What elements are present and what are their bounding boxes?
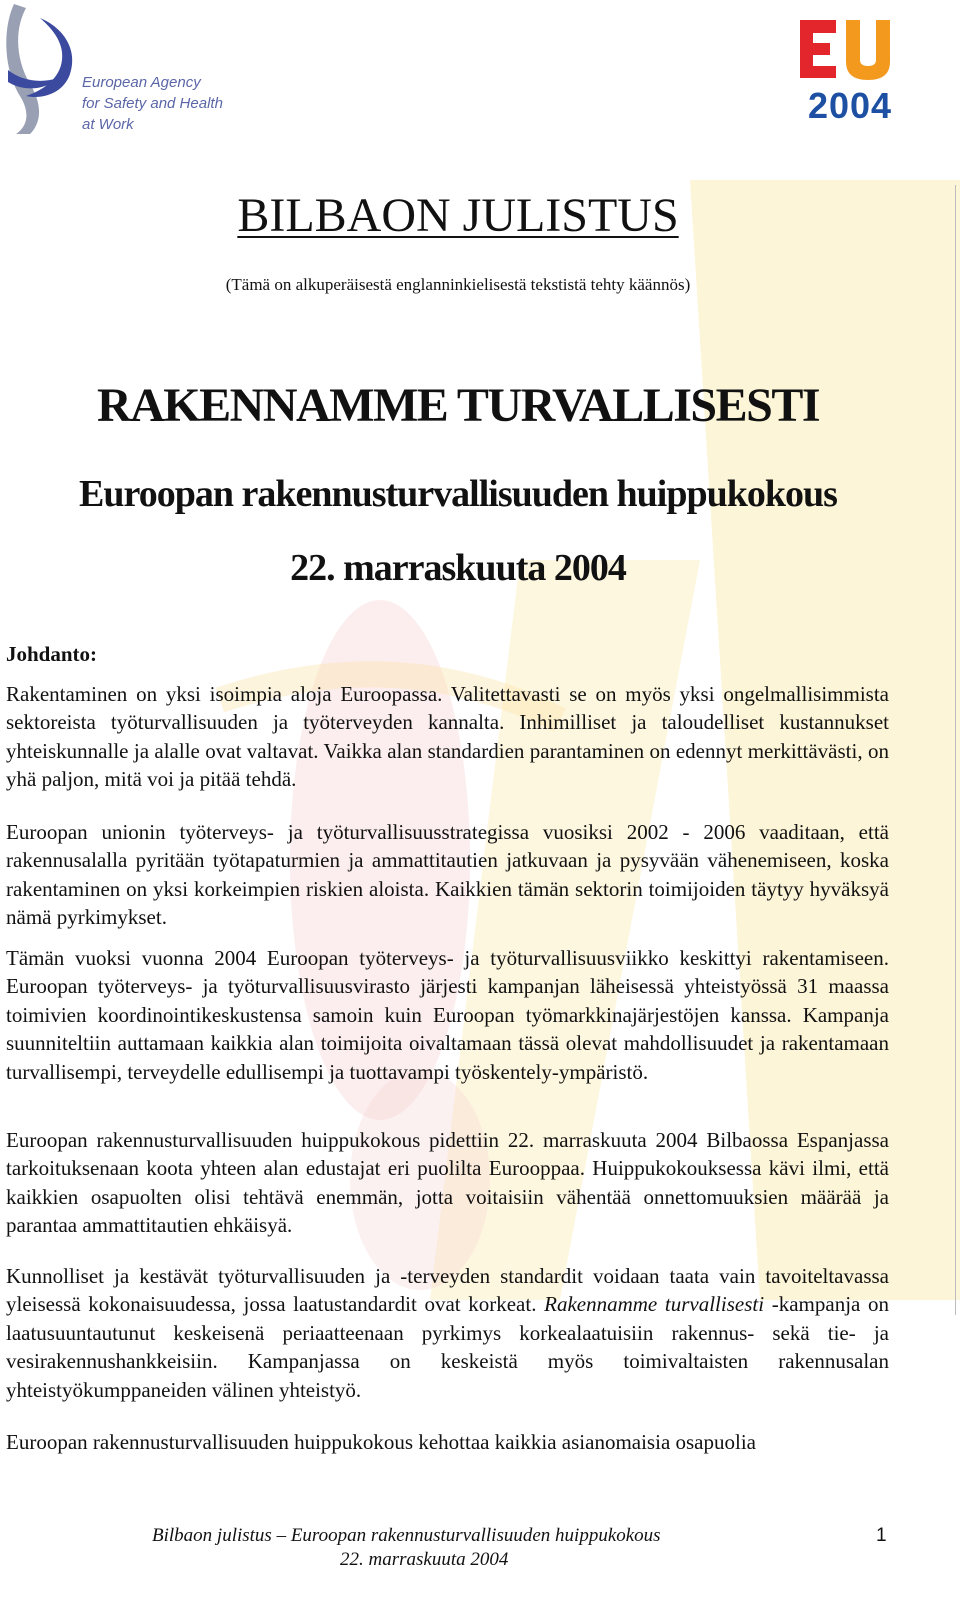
body-paragraph: Tämän vuoksi vuonna 2004 Euroopan työterveys- ja työturvallisuusviikko keskittyi rakentamiseen. Euroopan työterveys- ja työturvallisuusvirasto järjesti kampanjan läheisessä yhteistyössä 31 maassa toimivien koordinointikeskustensa samoin kuin Euroopan työmarkkinajärjestöjen kanssa. Kampanja suunniteltiin auttamaan kaikkia alan toimijoita oivaltamaan tässä olevat mahdollisuudet ja rakentamaan turvallisempi, terveydelle edullisempi ja tuottavampi työskentely-ympäristö. bbox=[6, 946, 889, 1084]
agency-name-line: European Agency bbox=[82, 74, 201, 91]
agency-logo bbox=[0, 0, 223, 140]
eu-presidency-logo-icon bbox=[798, 14, 902, 84]
date-heading: 22. marraskuuta 2004 bbox=[290, 547, 626, 589]
campaign-heading: RAKENNAMME TURVALLISESTI bbox=[96, 379, 820, 432]
page-number: 1 bbox=[876, 1525, 887, 1546]
translation-note: (Tämä on alkuperäisestä englanninkielisestä tekstistä tehty käännös) bbox=[225, 275, 691, 294]
agency-name-line: for Safety and Health bbox=[82, 95, 223, 112]
campaign-name-italic: Rakennamme turvallisesti bbox=[544, 1292, 765, 1317]
document-title: BILBAON JULISTUS bbox=[237, 189, 679, 242]
paragraph-text: Kunnolliset ja kestävät työturvallisuuden ja -terveyden standardit voidaan taata vain tavoiteltavassa yleisessä kokonaisuudessa, jossa laatustandardit ovat korkeat. bbox=[6, 1264, 889, 1317]
body-paragraph: Rakentaminen on yksi isoimpia aloja Euroopassa. Valitettavasti se on myös yksi ongelmallisimmista sektoreista työturvallisuuden ja työterveyden kannalta. Inhimilliset ja taloudelliset kustannukset yhteiskunnalle ja alalle ovat valtavat. Vaikka alan standardien parantaminen on edennyt merkittävästi, on yhä paljon, mitä voi ja pitää tehdä. bbox=[6, 682, 889, 792]
eu-presidency-logo bbox=[798, 14, 908, 126]
eu-logo-year: 2004 bbox=[807, 85, 893, 126]
body-paragraph-campaign bbox=[6, 1262, 889, 1404]
body-paragraph: Euroopan unionin työterveys- ja työturvallisuusstrategissa vuosiksi 2002 - 2006 vaaditaan, että rakennusalalla pyritään työtapaturmien ja ammattitautien jatkuvaan ja pysyvään vähenemiseen, koska rakentaminen on yksi korkeimpien riskien aloista. Kaikkien tämän sektorin toimijoiden täytyy hyväksyä nämä pyrkimykset. bbox=[6, 820, 889, 930]
page-footer bbox=[0, 1524, 960, 1584]
paragraph-text: -kampanja on laatusuuntautunut keskeisenä periaatteenaan pyrkimys korkealaatuisiin rakennus- sekä tie- ja vesirakennushankkeisiin. Kampanjassa on keskeistä myös toimivaltaisten rakennusalan yhteistyökumppaneiden välinen yhteistyö. bbox=[6, 1292, 890, 1402]
body-paragraph: Euroopan rakennusturvallisuuden huippukokous kehottaa kaikkia asianomaisia osapuolia bbox=[6, 1430, 756, 1454]
agency-name-line: at Work bbox=[82, 116, 134, 133]
section-label-introduction: Johdanto: bbox=[6, 642, 98, 666]
page-edge-line bbox=[955, 185, 956, 1315]
body-paragraph: Euroopan rakennusturvallisuuden huippukokous pidettiin 22. marraskuuta 2004 Bilbaossa Espanjassa tarkoituksenaan koota yhteen alan edustajat eri puolilta Eurooppaa. Huippukokouksessa kävi ilmi, että kaikkien osapuolten olisi tehtävä enemmän, jotta voitaisiin vähentää onnettomuuksien määrää ja parantaa ammattitautien ehkäisyä. bbox=[6, 1128, 889, 1238]
agency-swoosh-logo-icon bbox=[0, 0, 84, 136]
footer-title: Bilbaon julistus – Euroopan rakennusturvallisuuden huippukokous bbox=[152, 1525, 661, 1546]
summit-heading: Euroopan rakennusturvallisuuden huippukokous bbox=[79, 473, 837, 515]
footer-date: 22. marraskuuta 2004 bbox=[340, 1549, 509, 1570]
agency-name bbox=[82, 72, 223, 135]
